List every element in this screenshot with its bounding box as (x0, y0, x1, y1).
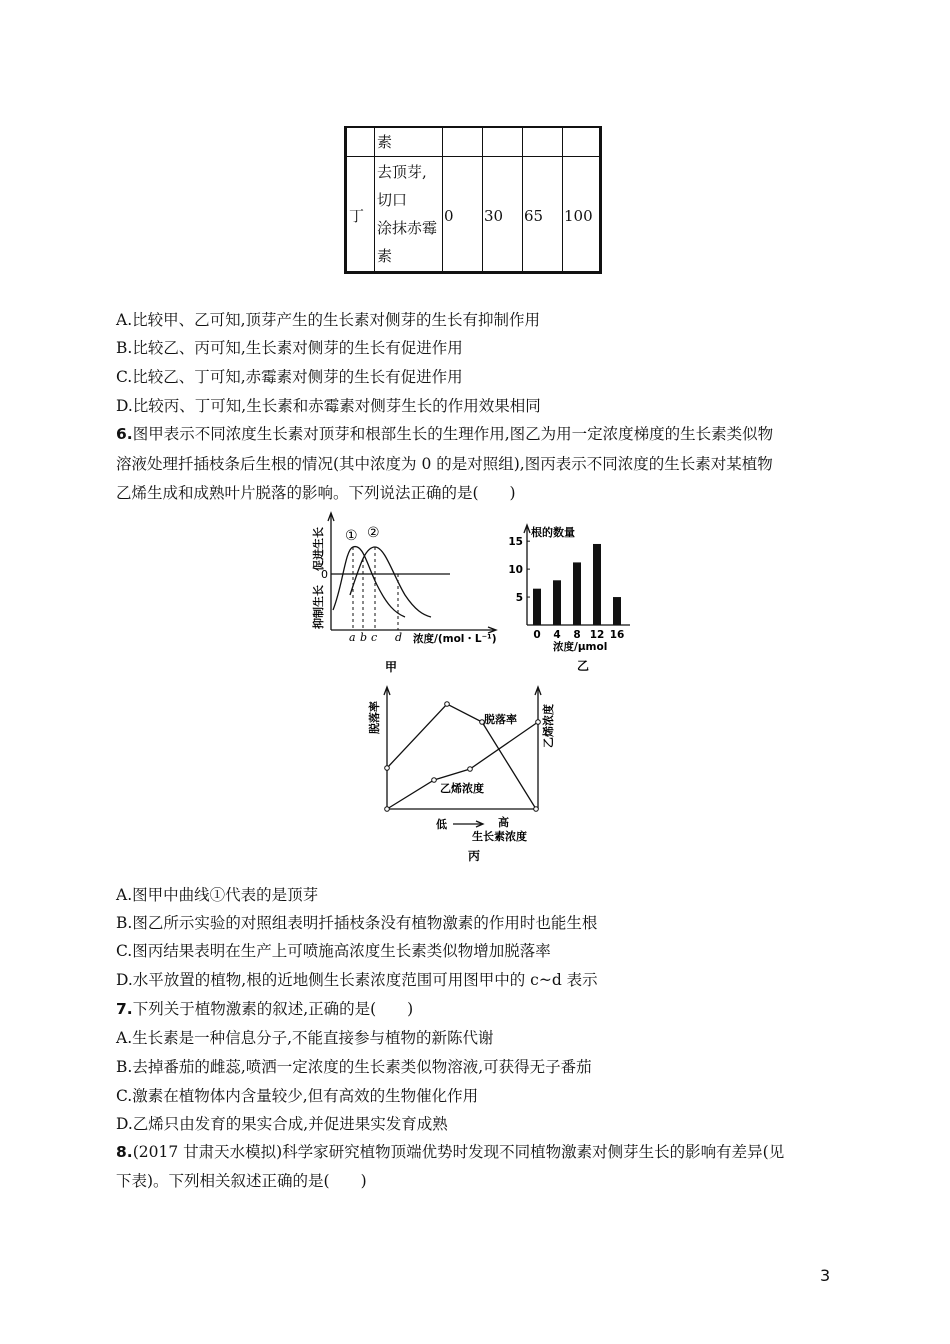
y-tick-label: 15 (508, 536, 523, 549)
q5-option-b: B.比较乙、丙可知,生长素对侧芽的生长有促进作用 (116, 339, 463, 357)
bar-12 (593, 544, 601, 625)
ethylene-curve (387, 722, 538, 809)
bar-4 (553, 580, 561, 625)
q6-stem-line-3: 乙烯生成和成熟叶片脱落的影响。下列说法正确的是( ) (116, 484, 516, 502)
table-cell-group: 丁 (349, 207, 365, 225)
tick-b: b (360, 631, 368, 644)
figure-caption: 乙 (577, 659, 590, 673)
table-divider (442, 128, 443, 271)
q7-stem-text: 下列关于植物激素的叙述,正确的是( ) (132, 1000, 414, 1018)
table-cell: 素 (377, 247, 393, 265)
left-axis-label: 脱落率 (368, 701, 381, 734)
tick-d: d (395, 631, 403, 644)
x-high-label: 高 (498, 816, 509, 829)
table-cell: 去顶芽, (377, 163, 427, 181)
bar-8 (573, 562, 581, 625)
shedding-curve-label: 脱落率 (484, 713, 517, 726)
chart-title: 根的数量 (531, 526, 575, 539)
q7-option-a: A.生长素是一种信息分子,不能直接参与植物的新陈代谢 (116, 1029, 494, 1047)
q7-option-b: B.去掉番茄的雌蕊,喷洒一定浓度的生长素类似物溶液,可获得无子番茄 (116, 1058, 592, 1076)
y-tick-label: 10 (508, 564, 523, 577)
x-tick-label: 12 (589, 629, 605, 641)
tick-a: a (349, 631, 356, 644)
q6-stem-line-1 (116, 423, 773, 445)
q5-option-c: C.比较乙、丁可知,赤霉素对侧芽的生长有促进作用 (116, 368, 463, 386)
x-axis-label: 浓度/(mol・L⁻¹) (413, 633, 497, 645)
x-tick-label: 4 (553, 629, 561, 641)
table-cell: 素 (377, 133, 393, 151)
q6-option-b: B.图乙所示实验的对照组表明扦插枝条没有植物激素的作用时也能生根 (116, 914, 598, 932)
table-divider (522, 128, 523, 271)
figure-bing (360, 680, 560, 865)
table-cell: 100 (564, 207, 593, 225)
tick-c: c (371, 631, 378, 644)
table-divider (562, 128, 563, 271)
table-cell: 30 (484, 207, 504, 225)
x-tick-label: 8 (573, 629, 581, 641)
table-cell: 0 (444, 207, 454, 225)
table-divider (374, 128, 375, 271)
page-number: 3 (820, 1266, 831, 1285)
q5-option-d: D.比较丙、丁可知,生长素和赤霉素对侧芽生长的作用效果相同 (116, 397, 541, 415)
curve-1 (333, 547, 405, 617)
y-label-promote: 促进生长 (312, 527, 325, 571)
table-cell: 切口 (377, 191, 408, 209)
q6-option-d: D.水平放置的植物,根的近地侧生长素浓度范围可用图甲中的 c~d 表示 (116, 971, 598, 989)
figure-caption: 丙 (468, 849, 481, 863)
bar-16 (613, 597, 621, 625)
x-axis-label: 浓度/μmol (553, 641, 608, 653)
question-number: 6. (116, 425, 133, 443)
table-cell: 65 (524, 207, 544, 225)
question-number: 8. (116, 1143, 133, 1161)
figure-jia (305, 505, 505, 675)
q7-option-d: D.乙烯只由发育的果实合成,并促进果实发育成熟 (116, 1115, 448, 1133)
q8-stem-text: (2017 甘肃天水模拟)科学家研究植物顶端优势时发现不同植物激素对侧芽生长的影响有差异(见 (132, 1143, 785, 1161)
x-tick-label: 0 (533, 629, 541, 641)
q8-stem-line-1 (116, 1141, 784, 1163)
q6-stem-text: 图甲表示不同浓度生长素对顶芽和根部生长的生理作用,图乙为用一定浓度梯度的生长素类似物 (132, 425, 774, 443)
q6-option-c: C.图丙结果表明在生产上可喷施高浓度生长素类似物增加脱落率 (116, 942, 551, 960)
table-cell: 涂抹赤霉 (377, 219, 438, 237)
q8-stem-line-2: 下表)。下列相关叙述正确的是( ) (116, 1172, 367, 1190)
q6-option-a: A.图甲中曲线①代表的是顶芽 (116, 886, 319, 904)
right-axis-label: 乙烯浓度 (542, 704, 555, 748)
q6-stem-line-2: 溶液处理扦插枝条后生根的情况(其中浓度为 0 的是对照组),图丙表示不同浓度的生长素对某植物 (116, 455, 773, 473)
figure-yi-bar-chart (505, 520, 645, 675)
curve-2-label: ② (367, 525, 380, 541)
table-divider (482, 128, 483, 271)
curve-1-label: ① (345, 528, 358, 544)
q5-option-a: A.比较甲、乙可知,顶芽产生的生长素对侧芽的生长有抑制作用 (116, 311, 541, 329)
zero-label: 0 (321, 568, 328, 581)
x-tick-label: 16 (609, 629, 625, 641)
x-axis-label: 生长素浓度 (472, 830, 527, 843)
y-label-inhibit: 抑制生长 (312, 585, 325, 629)
question-number: 7. (116, 1000, 133, 1018)
bar-0 (533, 589, 541, 625)
y-tick-label: 5 (515, 592, 523, 605)
q7-stem (116, 998, 413, 1020)
x-low-label: 低 (436, 818, 447, 831)
data-table (344, 126, 602, 274)
q7-option-c: C.激素在植物体内含量较少,但有高效的生物催化作用 (116, 1087, 479, 1105)
figure-caption: 甲 (385, 660, 398, 674)
ethylene-curve-label: 乙烯浓度 (440, 782, 484, 795)
